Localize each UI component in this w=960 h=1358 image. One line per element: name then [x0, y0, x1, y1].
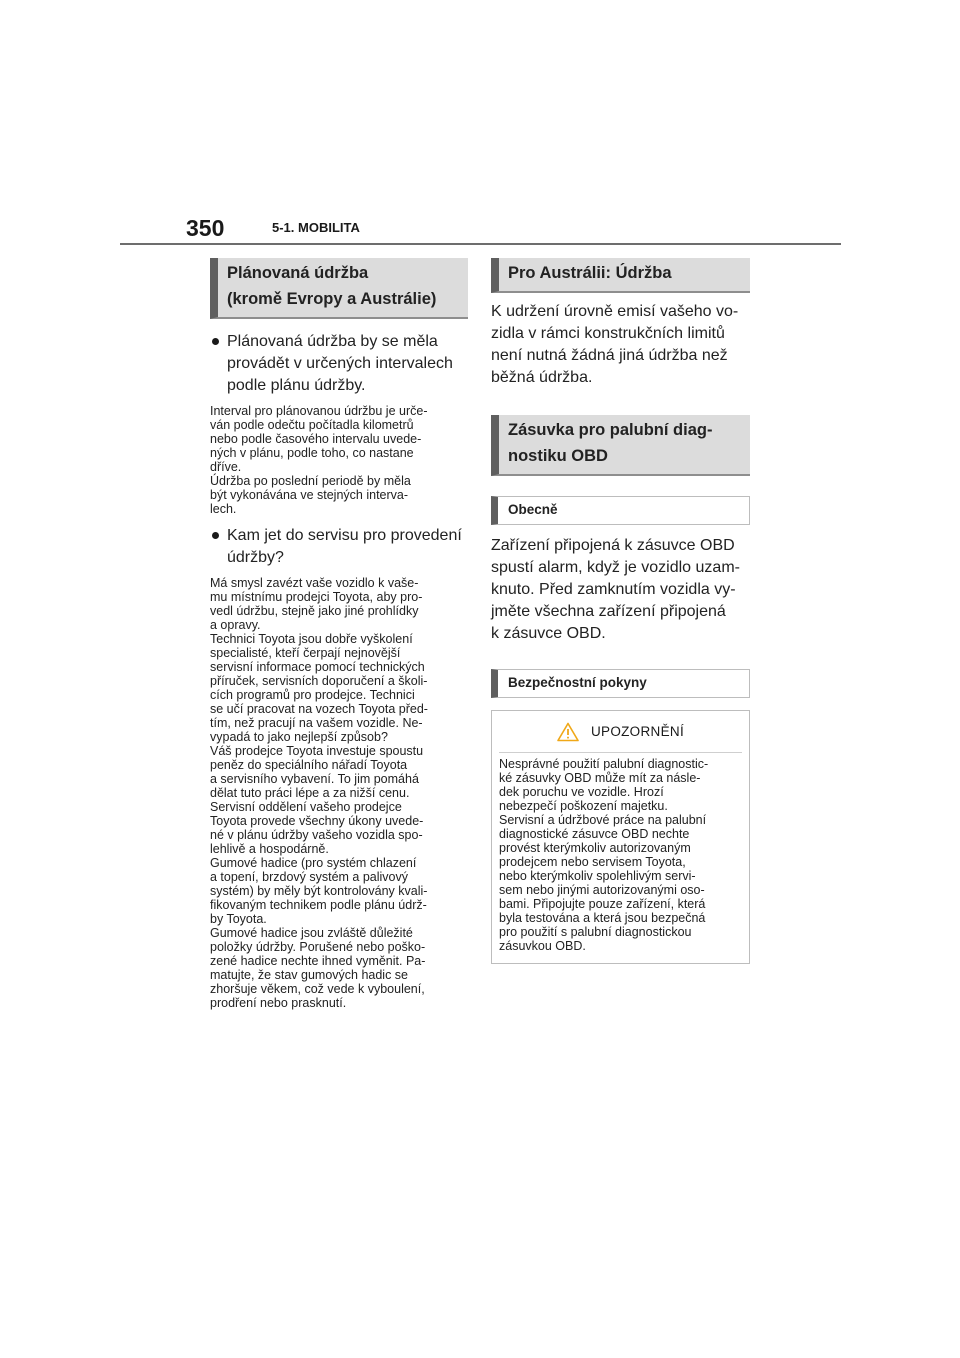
subheading-general: Obecně	[491, 496, 750, 525]
text-line: a opravy.	[210, 618, 261, 632]
text-line: nebezpečí poškození majetku.	[499, 799, 668, 813]
text-line: a servisního vybavení. To jim pomáhá	[210, 772, 419, 786]
text-line: ké zásuvky OBD může mít za násle-	[499, 771, 701, 785]
text-line: není nutná žádná jiná údržba než	[491, 347, 728, 364]
text-line: Váš prodejce Toyota investuje spoustu	[210, 744, 424, 758]
text-line: dek poruchu ve vozidle. Hrozí	[499, 785, 664, 799]
heading-obd-socket	[491, 415, 750, 476]
text-line: ných v plánu, podle toho, co nastane	[210, 446, 414, 460]
text-line: zené hadice nechte ihned vyměnit. Pa-	[210, 954, 426, 968]
text-line: prodejcem nebo servisem Toyota,	[499, 855, 686, 869]
text-line: spustí alarm, když je vozidlo uzam-	[491, 559, 740, 576]
bullet1-text	[210, 404, 468, 516]
text-line: systém) by měly být kontrolovány kvali-	[210, 884, 428, 898]
warning-text	[499, 753, 742, 953]
warning-title: UPOZORNĚNÍ	[590, 724, 684, 739]
text-line: zidla v rámci konstrukčních limitů	[491, 325, 725, 342]
bullet-where-to-service: Kam jet do servisu pro provedení údržby?	[210, 525, 468, 569]
text-line: tím, než pracují na vašem vozidle. Ne-	[210, 716, 423, 730]
text-line: být vykonávána ve stejných interva-	[210, 488, 409, 502]
text-line: se učí pracovat na vozech Toyota před-	[210, 702, 428, 716]
text-line: pro použití s palubní diagnostickou	[499, 925, 692, 939]
text-line: provést kterýmkoliv autorizovaným	[499, 841, 691, 855]
text-line: Interval pro plánovanou údržbu je urče-	[210, 404, 428, 418]
text-line: specialisté, kteří čerpají nejnovější	[210, 646, 401, 660]
warning-triangle-icon	[557, 722, 579, 742]
text-line: fikovaným technikem podle plánu údrž-	[210, 898, 427, 912]
heading-line: Plánovaná údržba	[227, 264, 369, 282]
text-line: Gumové hadice (pro systém chlazení	[210, 856, 417, 870]
australia-text	[491, 301, 750, 389]
text-line: matujte, že stav gumových hadic se	[210, 968, 409, 982]
page-number: 350	[186, 215, 225, 241]
text-line: ván podle odečtu počítadla kilometrů	[210, 418, 414, 432]
text-line: jměte všechna zařízení připojená	[491, 603, 726, 620]
text-line: Servisní oddělení vašeho prodejce	[210, 800, 402, 814]
text-line: lech.	[210, 502, 237, 516]
text-line: Údržba po poslední periodě by měla	[210, 474, 411, 488]
text-line: mu místnímu prodejci Toyota, aby pro-	[210, 590, 423, 604]
right-column	[491, 258, 750, 964]
heading-line: Pro Austrálii: Údržba	[508, 264, 672, 282]
text-line: Gumové hadice jsou zvláště důležité	[210, 926, 413, 940]
text-line: diagnostické zásuvce OBD nechte	[499, 827, 690, 841]
text-line: byla testována a která jsou bezpečná	[499, 911, 706, 925]
text-line: zásuvkou OBD.	[499, 939, 586, 953]
text-line: K udržení úrovně emisí vašeho vo-	[491, 303, 739, 320]
text-line: Toyota provede všechny úkony uvede-	[210, 814, 424, 828]
text-line: Má smysl zavézt vaše vozidlo k vaše-	[210, 576, 419, 590]
obd-general-text	[491, 535, 750, 645]
text-line: a topení, brzdový systém a palivový	[210, 870, 409, 884]
left-column	[210, 258, 468, 1010]
text-line: Technici Toyota jsou dobře vyškolení	[210, 632, 413, 646]
text-line: lehlivě a hospodárně.	[210, 842, 329, 856]
section-title: 5-1. MOBILITA	[272, 220, 360, 235]
warning-box	[491, 710, 750, 964]
heading-line: (kromě Evropy a Austrálie)	[227, 290, 437, 308]
text-line: servisní informace pomocí technických	[210, 660, 425, 674]
warning-header	[499, 717, 742, 753]
text-line: položky údržby. Porušené nebo poško-	[210, 940, 426, 954]
text-line: by Toyota.	[210, 912, 267, 926]
text-line: vypadá to jako nejlepší způsob?	[210, 730, 388, 744]
text-line: zhoršuje věkem, což vede k vyboulení,	[210, 982, 425, 996]
heading-line: Zásuvka pro palubní diag-	[508, 421, 713, 439]
text-line: dělat tuto práci lépe a za nižší cenu.	[210, 786, 410, 800]
text-line: vedl údržbu, stejně jako jiné prohlídky	[210, 604, 419, 618]
text-line: dříve.	[210, 460, 242, 474]
text-line: prodření nebo prasknutí.	[210, 996, 347, 1010]
text-line: bami. Připojujte pouze zařízení, která	[499, 897, 706, 911]
heading-planned-maintenance	[210, 258, 468, 319]
subheading-safety: Bezpečnostní pokyny	[491, 669, 750, 698]
header-divider	[120, 243, 841, 245]
bullet-planned-maintenance: Plánovaná údržba by se měla provádět v určených intervalech podle plánu údržby.	[210, 331, 468, 397]
text-line: běžná údržba.	[491, 369, 593, 386]
text-line: cích programů pro prodejce. Technici	[210, 688, 415, 702]
text-line: né v plánu údržby vašeho vozidla spo-	[210, 828, 423, 842]
text-line: sem nebo jinými autorizovanými oso-	[499, 883, 705, 897]
text-line: k zásuvce OBD.	[491, 625, 606, 642]
text-line: knuto. Před zamknutím vozidla vy-	[491, 581, 736, 598]
text-line: Servisní a údržbové práce na palubní	[499, 813, 707, 827]
text-line: Nesprávné použití palubní diagnostic-	[499, 757, 709, 771]
text-line: nebo kterýmkoliv spolehlivým servi-	[499, 869, 696, 883]
heading-australia-maintenance	[491, 258, 750, 293]
text-line: příruček, servisních doporučení a školi-	[210, 674, 428, 688]
text-line: nebo podle časového intervalu uvede-	[210, 432, 422, 446]
heading-line: nostiku OBD	[508, 447, 608, 465]
text-line: peněz do speciálního nářadí Toyota	[210, 758, 408, 772]
bullet2-text	[210, 576, 468, 1010]
text-line: Zařízení připojená k zásuvce OBD	[491, 537, 735, 554]
